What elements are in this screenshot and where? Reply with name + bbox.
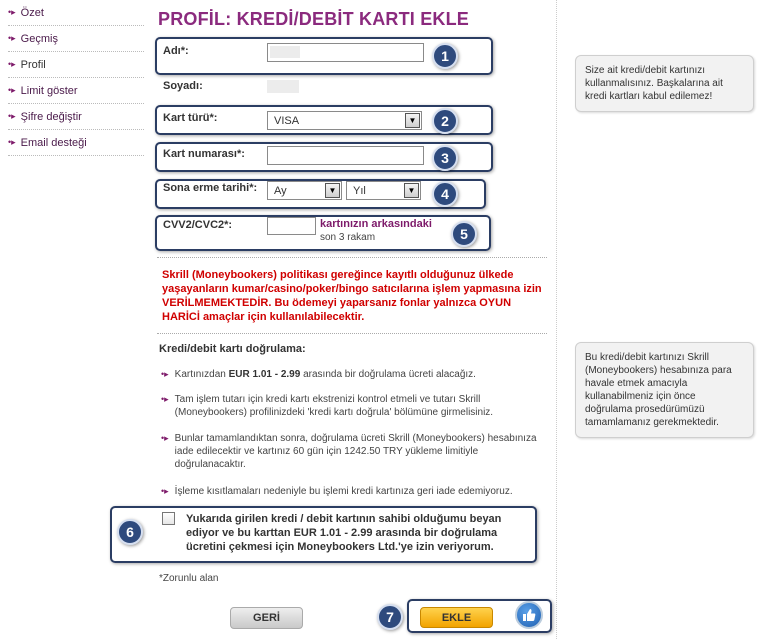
sidebar-item-ozet[interactable] — [8, 0, 144, 26]
bullet-1-post: arasında bir doğrulama ücreti alacağız. — [300, 369, 476, 380]
thumbs-up-icon — [515, 601, 543, 629]
last-name-label: Soyadı: — [163, 80, 203, 92]
dropdown-arrow-icon[interactable]: ▼ — [405, 113, 420, 128]
step-badge-1: 1 — [432, 43, 458, 69]
bullet-1-amount: EUR 1.01 - 2.99 — [228, 369, 301, 380]
redacted-name — [270, 46, 300, 58]
bullet-icon: •▸ — [8, 137, 16, 147]
info-box-verification: Bu kredi/debit kartınızı Skrill (Moneybookers) hesabınıza para havale etmek amacıyla kullanabilmeniz için önce doğrulama prosedürümüzü tamamlamanız gerekmektedir. — [575, 342, 754, 438]
consent-checkbox[interactable] — [162, 512, 175, 525]
sidebar-item-label: Email desteği — [20, 136, 87, 149]
step-badge-2: 2 — [432, 108, 458, 134]
expiry-year-value: Yıl — [353, 184, 366, 197]
bullet-icon: •▸ — [8, 7, 16, 17]
step-badge-4: 4 — [432, 181, 458, 207]
verification-bullet-4 — [161, 485, 541, 498]
column-divider — [556, 0, 557, 639]
card-type-select[interactable] — [267, 111, 422, 130]
sidebar-item-sifre[interactable] — [8, 104, 144, 130]
bullet-icon: •▸ — [161, 433, 169, 443]
verification-heading: Kredi/debit kartı doğrulama: — [159, 343, 306, 355]
bullet-3-text: Bunlar tamamlandıktan sonra, doğrulama ücreti Skrill (Moneybookers) hesabınıza iade edilecektir ve kartınız 60 gün için 1242.50 TRY yükleme limitiyle doğrulanacaktır. — [174, 433, 537, 470]
info-box-ownership: Size ait kredi/debit kartınızı kullanmalısınız. Başkalarına ait kredi kartları kabul edilemez! — [575, 55, 754, 112]
verification-bullet-1 — [161, 368, 541, 381]
bullet-icon: •▸ — [8, 85, 16, 95]
sidebar-item-label: Limit göster — [20, 84, 78, 97]
card-number-input[interactable] — [267, 146, 424, 165]
add-button[interactable]: EKLE — [420, 607, 493, 628]
dropdown-arrow-icon[interactable]: ▼ — [325, 183, 340, 198]
verification-bullet-2 — [161, 393, 541, 419]
card-number-label: Kart numarası*: — [163, 148, 245, 160]
bullet-icon: •▸ — [8, 59, 16, 69]
bullet-1-pre: Kartınızdan — [174, 369, 229, 380]
cvv-label: CVV2/CVC2*: — [163, 219, 233, 231]
sidebar-item-limit[interactable] — [8, 78, 144, 104]
cvv-input[interactable] — [267, 217, 316, 235]
back-button[interactable]: GERİ — [230, 607, 303, 629]
warning-text: Skrill (Moneybookers) politikası gereğince kayıtlı olduğunuz ülkede yaşayanların kumar/casino/poker/bingo satıcılarına işlem yapmasına izin VERİLMEMEKTEDİR. Bu ödemeyi yaparsanız fonlar yalnızca OYUN HARİCİ amaçlar için kullanılabilecektir. — [162, 269, 542, 323]
last-name-value — [267, 80, 299, 93]
verification-bullet-3 — [161, 432, 541, 471]
expiry-label: Sona erme tarihi*: — [163, 182, 258, 194]
expiry-year-select[interactable] — [346, 181, 421, 200]
step-badge-3: 3 — [432, 145, 458, 171]
sidebar-item-label: Profil — [20, 58, 46, 71]
cvv-hint-bold: kartınızın arkasındaki — [320, 218, 432, 230]
first-name-label: Adı*: — [163, 45, 189, 57]
sidebar-item-label: Şifre değiştir — [20, 110, 82, 123]
bullet-2-text: Tam işlem tutarı için kredi kartı ekstrenizi kontrol etmeli ve tutarı Skrill (Moneybookers) profilinizdeki 'kredi kartı doğrula' bölümüne girmelisiniz. — [174, 394, 494, 418]
card-type-value: VISA — [274, 114, 300, 127]
bullet-icon: •▸ — [161, 486, 169, 496]
sidebar-item-label: Geçmiş — [20, 32, 58, 45]
sidebar-item-gecmis[interactable] — [8, 26, 144, 52]
dropdown-arrow-icon[interactable]: ▼ — [404, 183, 419, 198]
sidebar — [8, 0, 144, 156]
thumbs-up-glyph — [521, 607, 537, 623]
expiry-month-select[interactable] — [267, 181, 342, 200]
expiry-month-value: Ay — [274, 184, 287, 197]
bullet-icon: •▸ — [161, 369, 169, 379]
required-note: *Zorunlu alan — [159, 573, 219, 584]
page-title: PROFİL: KREDİ/DEBİT KARTI EKLE — [158, 9, 469, 29]
bullet-icon: •▸ — [8, 111, 16, 121]
card-type-label: Kart türü*: — [163, 112, 218, 124]
divider — [157, 257, 547, 258]
cvv-hint: son 3 rakam — [320, 232, 376, 243]
consent-text: Yukarıda girilen kredi / debit kartının sahibi olduğumu beyan ediyor ve bu karttan EUR 1.01 - 2.99 arasında bir doğrulama ücretini çekmesi için Moneybookers Ltd.'ye izin veriyorum. — [186, 513, 502, 553]
sidebar-item-profil[interactable] — [8, 52, 144, 78]
divider — [157, 333, 547, 334]
sidebar-item-email[interactable] — [8, 130, 144, 156]
bullet-icon: •▸ — [8, 33, 16, 43]
step-badge-6: 6 — [117, 519, 143, 545]
bullet-icon: •▸ — [161, 394, 169, 404]
sidebar-item-label: Özet — [20, 6, 44, 19]
bullet-4-text: İşleme kısıtlamaları nedeniyle bu işlemi kredi kartınıza geri iade edemiyoruz. — [174, 486, 513, 497]
step-badge-7: 7 — [377, 604, 403, 630]
step-badge-5: 5 — [451, 221, 477, 247]
